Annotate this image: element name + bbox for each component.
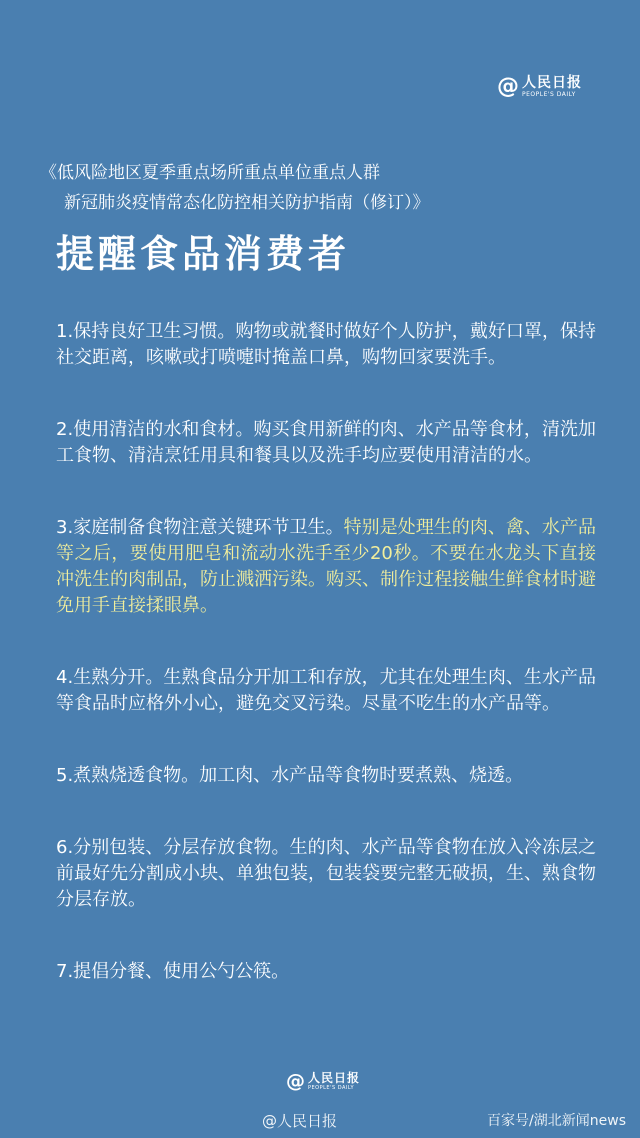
at-logo-icon: @ xyxy=(286,1070,305,1092)
at-logo-icon: @ xyxy=(497,74,519,99)
tip-item-5: 5.煮熟烧透食物。加工肉、水产品等食物时要煮熟、烧透。 xyxy=(56,765,524,786)
tip-item-6: 6.分别包装、分层存放食物。生的肉、水产品等食物在放入冷冻层之前最好先分割成小块、单独包装，包装袋要完整无破损，生、熟食物分层存放。 xyxy=(56,837,596,910)
subtitle-line-1: 《低风险地区夏季重点场所重点单位重点人群 xyxy=(40,163,380,183)
subtitle-line-2: 新冠肺炎疫情常态化防控相关防护指南（修订）》 xyxy=(64,193,430,213)
peoples-daily-logo-bottom xyxy=(286,1072,360,1091)
guideline-source-title xyxy=(40,158,600,218)
logo-english-name: PEOPLE'S DAILY xyxy=(308,1085,355,1091)
page-title: 提醒食品消费者 xyxy=(56,232,351,276)
tip-item-1: 1.保持良好卫生习惯。购物或就餐时做好个人防护，戴好口罩，保持社交距离，咳嗽或打喷嚏时掩盖口鼻，购物回家要洗手。 xyxy=(56,321,596,368)
logo-chinese-name: 人民日报 xyxy=(308,1071,361,1085)
highlighted-text: 特别是处理生的肉、禽、水产品等之后，要使用肥皂和流动水洗手至少20秒。不要在水龙头下直接冲洗生的肉制品，防止溅洒污染。购买、制作过程接触生鲜食材时避免用手直接揉眼鼻。 xyxy=(56,517,596,616)
tip-item-2: 2.使用清洁的水和食材。购买食用新鲜的肉、水产品等食材，清洗加工食物、清洁烹饪用具和餐具以及洗手均应要使用清洁的水。 xyxy=(56,419,596,466)
tip-item-7: 7.提倡分餐、使用公勺公筷。 xyxy=(56,961,290,982)
weibo-watermark: @人民日报 xyxy=(262,1112,338,1130)
logo-chinese-name: 人民日报 xyxy=(522,75,582,91)
logo-english-name: PEOPLE'S DAILY xyxy=(522,91,576,98)
peoples-daily-logo-top xyxy=(497,76,582,98)
tip-item-3: 3.家庭制备食物注意关键环节卫生。特别是处理生的肉、禽、水产品等之后，要使用肥皂和流动水洗手至少20秒。不要在水龙头下直接冲洗生的肉制品，防止溅洒污染。购买、制作过程接触生鲜食材时避免用手直接揉眼鼻。 xyxy=(56,517,596,616)
tip-item-4: 4.生熟分开。生熟食品分开加工和存放，尤其在处理生肉、生水产品等食品时应格外小心，避免交叉污染。尽量不吃生的水产品等。 xyxy=(56,667,596,714)
tips-list xyxy=(56,319,596,1031)
source-watermark: 百家号/湖北新闻news xyxy=(487,1113,626,1129)
